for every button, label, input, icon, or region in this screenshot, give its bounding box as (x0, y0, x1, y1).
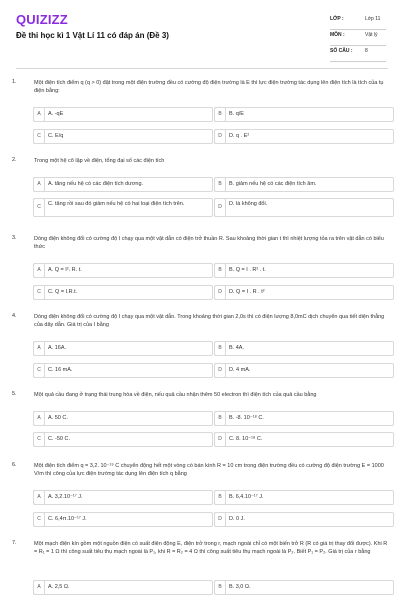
option-text: C. Q = I.R.t. (48, 289, 78, 295)
option-text: A. 16A. (48, 345, 67, 351)
option-d[interactable] (214, 512, 394, 527)
option-b[interactable] (214, 411, 394, 426)
meta-value: Vật lý (365, 32, 378, 38)
option-letter: B (214, 107, 226, 122)
option-letter: C (33, 432, 45, 447)
option-letter: B (214, 580, 226, 595)
option-text: B. -8. 10⁻¹⁸ C. (229, 415, 264, 421)
option-text: A. 2,5 Ω. (48, 584, 70, 590)
meta-info (330, 14, 386, 62)
option-letter: B (214, 490, 226, 505)
option-letter: D (214, 432, 226, 447)
option-text: B. 4A. (229, 345, 244, 351)
option-a[interactable] (33, 341, 213, 356)
option-letter: A (33, 107, 45, 122)
option-letter: A (33, 177, 45, 192)
meta-label: SỐ CÂU : (330, 48, 353, 54)
meta-row-class (330, 14, 386, 30)
header-divider (16, 68, 388, 69)
option-letter: B (214, 341, 226, 356)
option-d[interactable] (214, 432, 394, 447)
option-text: D. 4 mA. (229, 367, 251, 373)
option-b[interactable] (214, 177, 394, 192)
question-text: Một điện tích điểm q = 3,2. 10⁻¹⁹ C chuyển động hết một vòng có bán kính R = 10 cm trong điện trường đều có cường độ điện trường E = 1000 V/m thì công của lực điện trường tác dụng lên điện tích q bằng (34, 463, 384, 477)
option-a[interactable] (33, 263, 213, 278)
option-letter: B (214, 177, 226, 192)
option-c[interactable] (33, 285, 213, 300)
option-letter: D (214, 363, 226, 378)
option-letter: A (33, 580, 45, 595)
option-letter: C (33, 198, 45, 217)
option-b[interactable] (214, 107, 394, 122)
option-c[interactable] (33, 512, 213, 527)
question-text: Một quả cầu đang ở trạng thái trung hòa về điện, nếu quả cầu nhận thêm 50 electron thì điện tích của quả cầu bằng (34, 392, 317, 398)
option-b[interactable] (214, 490, 394, 505)
option-text: D. q . E² (229, 133, 250, 139)
option-d[interactable] (214, 198, 394, 217)
question-text: Dòng điện không đổi có cường độ I chạy qua một vật dẫn. Trong khoảng thời gian 2,0s thì có điện lượng 8,0mC dịch chuyển qua tiết diện thẳng của dây dẫn. Giá trị của I bằng (34, 314, 385, 328)
option-text: B. Q = I . R² . t. (229, 267, 266, 273)
question-text: Trong một hệ cô lập về điện, tổng đại số các điện tích (34, 158, 165, 164)
meta-row-count (330, 46, 386, 62)
question-text: Một điện tích điểm q (q > 0) đặt trong một điện trường đều có cường độ điện trường là E thì lực điện trường tác dụng lên điện tích là tích của tụ điện bằng: (34, 80, 384, 94)
meta-row-subject (330, 30, 386, 46)
option-a[interactable] (33, 177, 213, 192)
option-letter: A (33, 411, 45, 426)
question-number: 4. (12, 313, 17, 319)
question-number: 2. (12, 157, 17, 163)
option-text: C. tăng rồi sau đó giảm nếu hệ có hai loại điện tích trên. (48, 201, 185, 207)
option-d[interactable] (214, 363, 394, 378)
meta-value: 8 (365, 48, 368, 54)
option-a[interactable] (33, 107, 213, 122)
option-c[interactable] (33, 432, 213, 447)
option-letter: D (214, 198, 226, 217)
question-number: 5. (12, 391, 17, 397)
option-text: C. 6,4π.10⁻¹⁷ J. (48, 516, 87, 522)
option-text: A. 50 C. (48, 415, 68, 421)
option-text: C. E/q (48, 133, 64, 139)
option-text: C. 16 mA. (48, 367, 73, 373)
option-letter: C (33, 129, 45, 144)
option-letter: A (33, 263, 45, 278)
option-a[interactable] (33, 490, 213, 505)
option-text: D. là không đổi. (229, 201, 268, 207)
meta-value: Lớp 11 (365, 16, 381, 22)
option-b[interactable] (214, 580, 394, 595)
question-number: 3. (12, 235, 17, 241)
question-text: Một mạch điện kín gồm một nguồn điện có suất điện động E, điện trở trong r, mạch ngoài chỉ có một biến trở R (R có giá trị thay đổi được). Khi R = R₁ = 1 Ω thì công suất tiêu thụ mạch ngoài là P₁, khi R = R₂ = 4 Ω thì công suất tiêu thụ mạch ngoài là P₂. Biết P₁ = P₂. Giá trị của r bằng (34, 541, 388, 555)
option-text: B. 6,4.10⁻¹⁷ J. (229, 494, 264, 500)
question-number: 1. (12, 79, 17, 85)
meta-label: LỚP : (330, 16, 344, 22)
option-text: A. -qE (48, 111, 64, 117)
option-letter: D (214, 129, 226, 144)
option-text: A. 3,2.10⁻¹⁷ J. (48, 494, 83, 500)
option-letter: B (214, 263, 226, 278)
option-d[interactable] (214, 285, 394, 300)
meta-label: MÔN : (330, 32, 345, 38)
question-text: Dòng điện không đổi có cường độ I chạy qua một vật dẫn có điện trở thuần R. Sau khoảng thời gian t thì nhiệt lượng tỏa ra trên vật dẫn có biểu thức (34, 236, 384, 250)
quizizz-logo: QUIZIZZ (16, 12, 68, 27)
option-text: D. 0 J. (229, 516, 245, 522)
question-number: 6. (12, 462, 17, 468)
option-letter: C (33, 363, 45, 378)
option-d[interactable] (214, 129, 394, 144)
header (0, 0, 400, 62)
option-text: C. 8. 10⁻¹⁸ C. (229, 436, 263, 442)
option-text: A. tăng nếu hệ có các điện tích dương. (48, 181, 144, 187)
option-text: A. Q = I². R. t. (48, 267, 82, 273)
option-text: D. Q = I . R . t² (229, 289, 265, 295)
option-letter: A (33, 341, 45, 356)
option-a[interactable] (33, 580, 213, 595)
document-title: Đề thi học kì 1 Vật Lí 11 có đáp án (Đề 3) (16, 31, 169, 40)
option-letter: B (214, 411, 226, 426)
option-text: B. 3,0 Ω. (229, 584, 251, 590)
option-text: B. giảm nếu hệ có các điện tích âm. (229, 181, 317, 187)
option-b[interactable] (214, 263, 394, 278)
option-letter: A (33, 490, 45, 505)
question-number: 7. (12, 540, 17, 546)
option-c[interactable] (33, 363, 213, 378)
option-b[interactable] (214, 341, 394, 356)
option-letter: D (214, 512, 226, 527)
option-letter: C (33, 285, 45, 300)
option-letter: C (33, 512, 45, 527)
option-c[interactable] (33, 129, 213, 144)
option-a[interactable] (33, 411, 213, 426)
option-letter: D (214, 285, 226, 300)
option-c[interactable] (33, 198, 213, 217)
option-text: C. -50 C. (48, 436, 71, 442)
option-text: B. q/E (229, 111, 244, 117)
